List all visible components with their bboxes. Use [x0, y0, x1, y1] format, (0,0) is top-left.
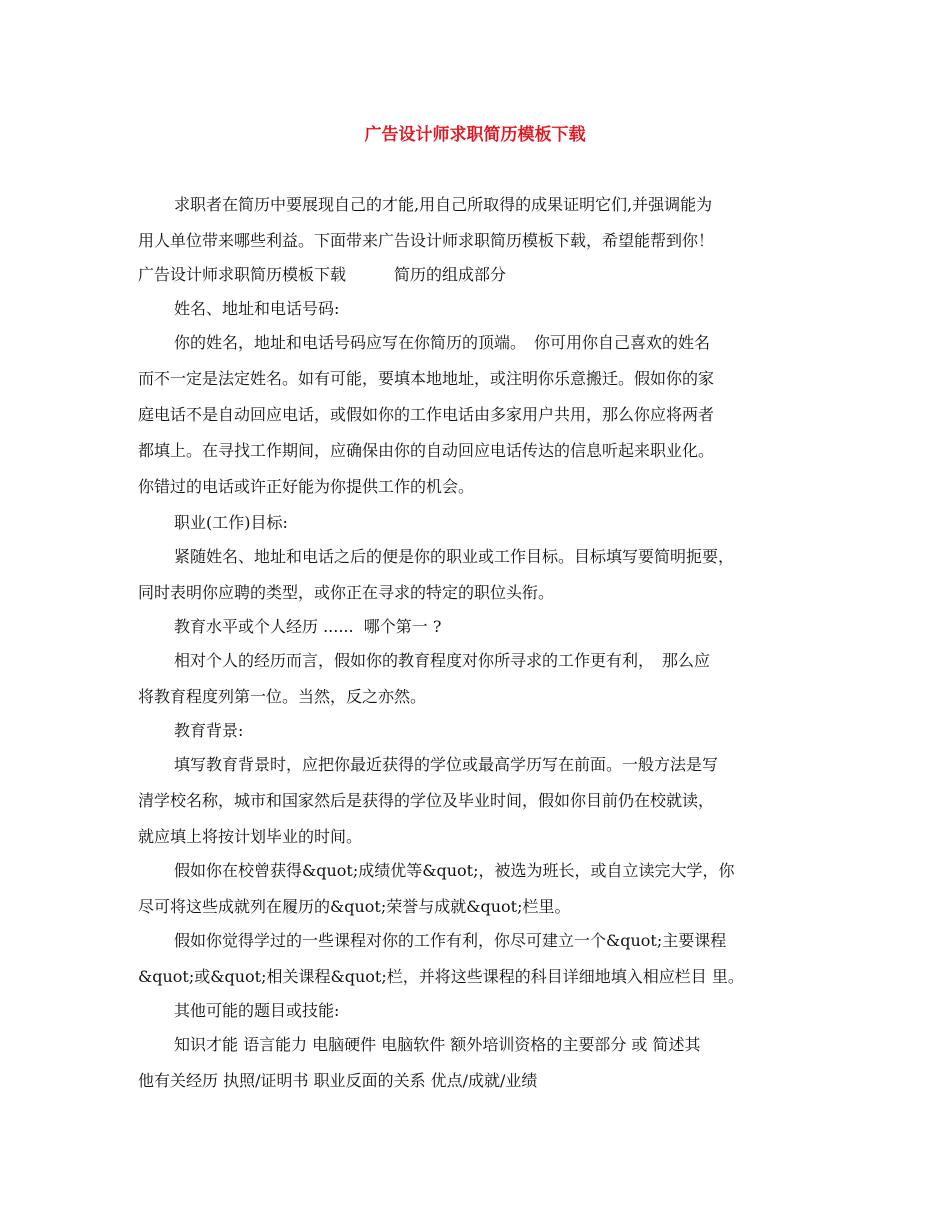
paragraph-line: &quot;或&quot;相关课程&quot;栏，并将这些课程的科目详细地填入相应栏目 里。 [138, 967, 744, 986]
paragraph-line: 假如你在校曾获得&quot;成绩优等&quot;，被选为班长，或自立读完大学，你 [174, 861, 735, 880]
paragraph-line: 而不一定是法定姓名。如有可能，要填本地地址，或注明你乐意搬迁。假如你的家 [138, 369, 715, 388]
paragraph-line: 庭电话不是自动回应电话，或假如你的工作电话由多家用户共用，那么你应将两者 [138, 405, 715, 424]
paragraph-line: 广告设计师求职简历模板下载 简历的组成部分 [138, 265, 507, 284]
paragraph-line: 他有关经历 执照/证明书 职业反面的关系 优点/成就/业绩 [138, 1071, 538, 1090]
paragraph-line: 就应填上将按计划毕业的时间。 [138, 827, 363, 846]
paragraph-line: 清学校名称，城市和国家然后是获得的学位及毕业时间，假如你目前仍在校就读， [138, 791, 715, 810]
paragraph-line: 求职者在简历中要展现自己的才能,用自己所取得的成果证明它们,并强调能为 [174, 195, 713, 214]
document-title: 广告设计师求职简历模板下载 [364, 125, 586, 145]
paragraph-line: 你的姓名，地址和电话号码应写在你简历的顶端。 你可用你自己喜欢的姓名 [174, 333, 711, 352]
section-heading: 教育背景: [174, 721, 244, 740]
paragraph-line: 将教育程度列第一位。当然，反之亦然。 [138, 687, 427, 706]
paragraph-line: 相对个人的经历而言，假如你的教育程度对你所寻求的工作更有利， 那么应 [174, 651, 711, 670]
paragraph-line: 填写教育背景时，应把你最近获得的学位或最高学历写在前面。一般方法是写 [174, 755, 719, 774]
section-heading: 其他可能的题目或技能: [174, 1001, 340, 1020]
paragraph-line: 用人单位带来哪些利益。下面带来广告设计师求职简历模板下载，希望能帮到你！ [138, 231, 715, 250]
paragraph-line: 尽可将这些成就列在履历的&quot;荣誉与成就&quot;栏里。 [138, 897, 571, 916]
paragraph-line: 假如你觉得学过的一些课程对你的工作有利，你尽可建立一个&quot;主要课程 [174, 931, 727, 950]
paragraph-line: 同时表明你应聘的类型，或你正在寻求的特定的职位头衔。 [138, 583, 555, 602]
section-heading: 职业(工作)目标: [174, 513, 288, 532]
paragraph-line: 你错过的电话或许正好能为你提供工作的机会。 [138, 477, 475, 496]
section-heading: 姓名、地址和电话号码: [174, 299, 340, 318]
section-heading: 教育水平或个人经历 ...... 哪个第一 ? [174, 617, 442, 636]
paragraph-line: 知识才能 语言能力 电脑硬件 电脑软件 额外培训资格的主要部分 或 简述其 [174, 1035, 701, 1054]
paragraph-line: 都填上。在寻找工作期间，应确保由你的自动回应电话传达的信息听起来职业化。 [138, 441, 715, 460]
paragraph-line: 紧随姓名、地址和电话之后的便是你的职业或工作目标。目标填写要简明扼要， [174, 547, 735, 566]
